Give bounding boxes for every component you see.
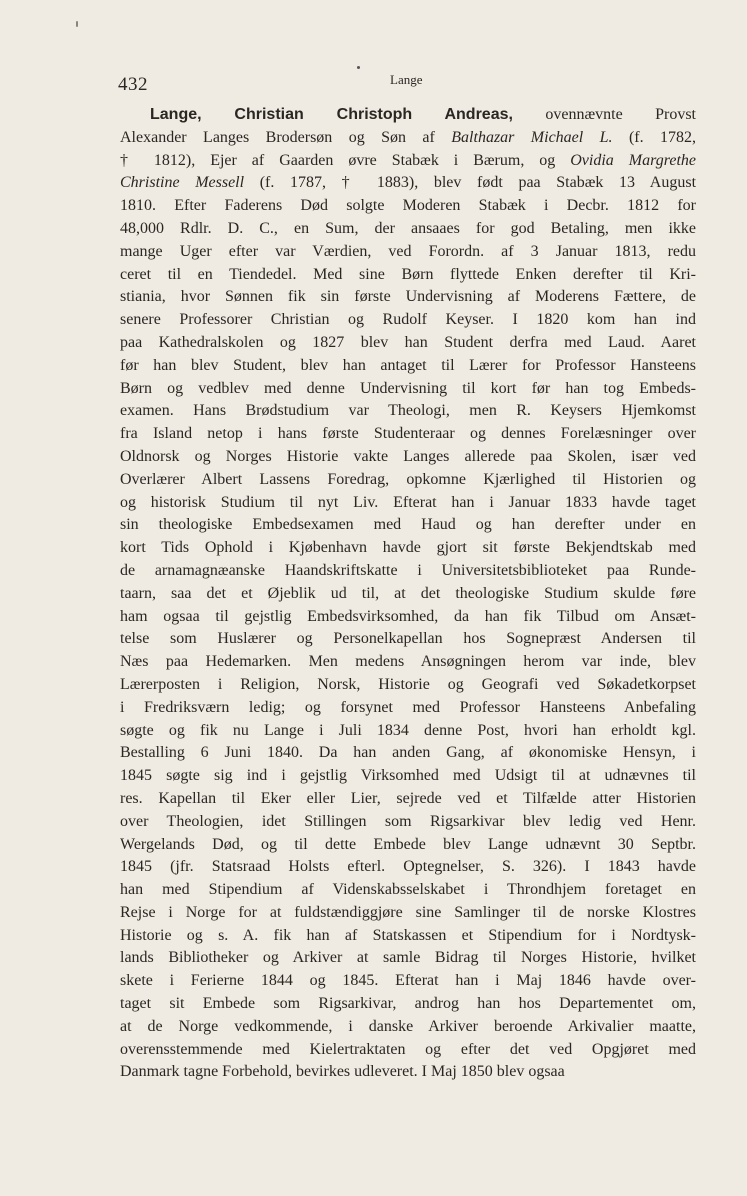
text-run: Rejse i Norge for at fuldstændiggjøre sine Samlinger til de norske Klostres	[120, 903, 696, 921]
text-run: paa Kathedralskolen og 1827 blev han Student derfra med Laud. Aaret	[120, 333, 696, 351]
text-line	[120, 469, 696, 492]
text-run: examen. Hans Brødstudium var Theologi, men R. Keysers Hjemkomst	[120, 402, 696, 420]
text-line	[120, 902, 696, 925]
text-line	[120, 742, 696, 765]
text-run: og historisk Studium til nyt Liv. Efterat han i Januar 1833 havde taget	[120, 493, 696, 511]
text-run: Danmark tagne Forbehold, bevirkes udleveret. I Maj 1850 blev ogsaa	[120, 1063, 565, 1081]
text-run: de arnamagnæanske Haandskriftskatte i Universitetsbiblioteket paa Runde-	[120, 561, 696, 579]
text-run: Historie og s. A. fik han af Statskassen et Stipendium for i Nordtysk-	[120, 926, 696, 944]
text-line	[120, 264, 696, 287]
text-run: Næs paa Hedemarken. Men medens Ansøgningen herom var inde, blev	[120, 653, 696, 671]
text-run: overensstemmende med Kielertraktaten og efter det ved Opgjøret med	[120, 1040, 696, 1058]
text-line	[120, 172, 696, 195]
page-header	[118, 70, 696, 98]
text-run: kort Tids Ophold i Kjøbenhavn havde gjort sit første Bekjendtskab med	[120, 539, 696, 557]
text-line	[120, 788, 696, 811]
italic-name: Ovidia Margrethe	[570, 151, 696, 169]
text-line	[120, 993, 696, 1016]
text-line	[120, 697, 696, 720]
text-line	[120, 446, 696, 469]
text-line	[120, 674, 696, 697]
text-line	[120, 925, 696, 948]
text-run: søgte og fik nu Lange i Juli 1834 denne Post, hvori han erholdt kgl.	[120, 721, 696, 739]
ink-speck	[357, 66, 360, 69]
text-run: ovennævnte Provst	[512, 106, 696, 123]
text-line	[120, 970, 696, 993]
text-line	[120, 400, 696, 423]
text-run: Oldnorsk og Norges Historie vakte Langes allerede paa Skolen, især ved	[120, 447, 696, 465]
text-line	[120, 492, 696, 515]
text-line	[120, 218, 696, 241]
text-run: Børn og vedblev med denne Undervisning til kort før han tog Embeds-	[120, 379, 696, 397]
text-line	[120, 879, 696, 902]
running-title: Lange	[390, 72, 423, 87]
text-line	[120, 514, 696, 537]
ink-speck	[76, 21, 78, 27]
text-line	[120, 150, 696, 173]
text-line	[120, 720, 696, 743]
text-run: 1810. Efter Faderens Død solgte Moderen Stabæk i Decbr. 1812 for	[120, 197, 696, 215]
text-run: Wergelands Død, og til dette Embede blev Lange udnævnt 30 Septbr.	[120, 835, 696, 853]
text-run: Bestalling 6 Juni 1840. Da han anden Gang, af økonomiske Hensyn, i	[120, 744, 696, 762]
text-run: ceret til en Tiendedel. Med sine Børn flyttede Enken derefter til Kri-	[120, 265, 696, 283]
text-run: lands Bibliotheker og Arkiver at samle Bidrag til Norges Historie, hvilket	[120, 949, 696, 967]
italic-name: Balthazar Michael L.	[451, 128, 613, 146]
text-run: senere Professorer Christian og Rudolf Keyser. I 1820 kom han ind	[120, 311, 696, 329]
text-run: sin theologiske Embedsexamen med Haud og han derefter under en	[120, 516, 696, 534]
text-run: Lærerposten i Religion, Norsk, Historie og Geografi ved Søkadetkorpset	[120, 675, 696, 693]
text-run: (f. 1787, † 1883), blev født paa Stabæk 13 August	[244, 174, 696, 192]
text-line	[120, 606, 696, 629]
text-line	[120, 1061, 696, 1084]
text-run: ham ogsaa til gejstlig Embedsvirksomhed, da han fik Tilbud om Ansæt-	[120, 607, 696, 625]
text-run: Overlærer Albert Lassens Foredrag, opkomne Kjærlighed til Historien og	[120, 470, 696, 488]
text-line	[120, 104, 696, 127]
text-line	[120, 1039, 696, 1062]
text-line	[120, 811, 696, 834]
italic-name: Christine Messell	[120, 174, 245, 192]
text-line	[120, 765, 696, 788]
text-line	[120, 309, 696, 332]
text-line	[120, 423, 696, 446]
text-run: res. Kapellan til Eker eller Lier, sejrede ved et Tilfælde atter Historien	[120, 789, 696, 807]
text-run: fra Island netop i hans første Studenteraar og dennes Forelæsninger over	[120, 425, 696, 443]
text-run: han med Stipendium af Videnskabsselskabet i Throndhjem foretaget en	[120, 881, 696, 899]
text-line	[120, 241, 696, 264]
text-run: mange Uger efter var Værdien, ved Forordn. af 3 Januar 1813, redu	[120, 242, 696, 260]
text-line	[120, 127, 696, 150]
text-run: taget sit Embede som Rigsarkivar, androg han hos Departementet om,	[120, 995, 696, 1013]
text-line	[120, 286, 696, 309]
text-line	[120, 583, 696, 606]
text-line	[120, 834, 696, 857]
text-run: (f. 1782,	[612, 128, 696, 146]
text-run: før han blev Student, blev han antaget til Lærer for Professor Hansteens	[120, 356, 696, 374]
text-run: 1845 (jfr. Statsraad Holsts efterl. Optegnelser, S. 326). I 1843 havde	[120, 858, 696, 876]
text-run: taarn, saa det et Øjeblik ud til, at det theologiske Studium skulde føre	[120, 584, 696, 602]
text-line	[120, 332, 696, 355]
entry-text	[120, 104, 696, 1084]
text-run: † 1812), Ejer af Gaarden øvre Stabæk i Bærum, og	[120, 151, 571, 169]
text-line	[120, 355, 696, 378]
text-run: at de Norge vedkommende, i danske Arkiver beroende Arkivalier maatte,	[120, 1017, 696, 1035]
text-line	[120, 378, 696, 401]
text-line	[120, 628, 696, 651]
text-line	[120, 560, 696, 583]
text-run: i Fredriksværn ledig; og forsynet med Professor Hansteens Anbefaling	[120, 698, 696, 716]
text-run: Alexander Langes Brodersøn og Søn af	[120, 128, 452, 146]
text-line	[120, 195, 696, 218]
text-line	[120, 537, 696, 560]
text-run: skete i Ferierne 1844 og 1845. Efterat han i Maj 1846 havde over-	[120, 972, 696, 990]
text-run: stiania, hvor Sønnen fik sin første Undervisning af Moderens Fættere, de	[120, 288, 696, 306]
text-line	[120, 947, 696, 970]
text-line	[120, 1016, 696, 1039]
text-run: 1845 søgte sig ind i gejstlig Virksomhed med Udsigt til at udnævnes til	[120, 767, 696, 785]
text-run: 48,000 Rdlr. D. C., en Sum, der ansaaes for god Betaling, men ikke	[120, 219, 696, 237]
text-run: over Theologien, idet Stillingen som Rigsarkivar blev ledig ved Henr.	[120, 812, 696, 830]
text-run: telse som Huslærer og Personelkapellan hos Sognepræst Andersen til	[120, 630, 696, 648]
text-line	[120, 651, 696, 674]
page-number: 432	[118, 74, 148, 95]
entry-name: Lange, Christian Christoph Andreas,	[150, 106, 513, 123]
text-line	[120, 856, 696, 879]
